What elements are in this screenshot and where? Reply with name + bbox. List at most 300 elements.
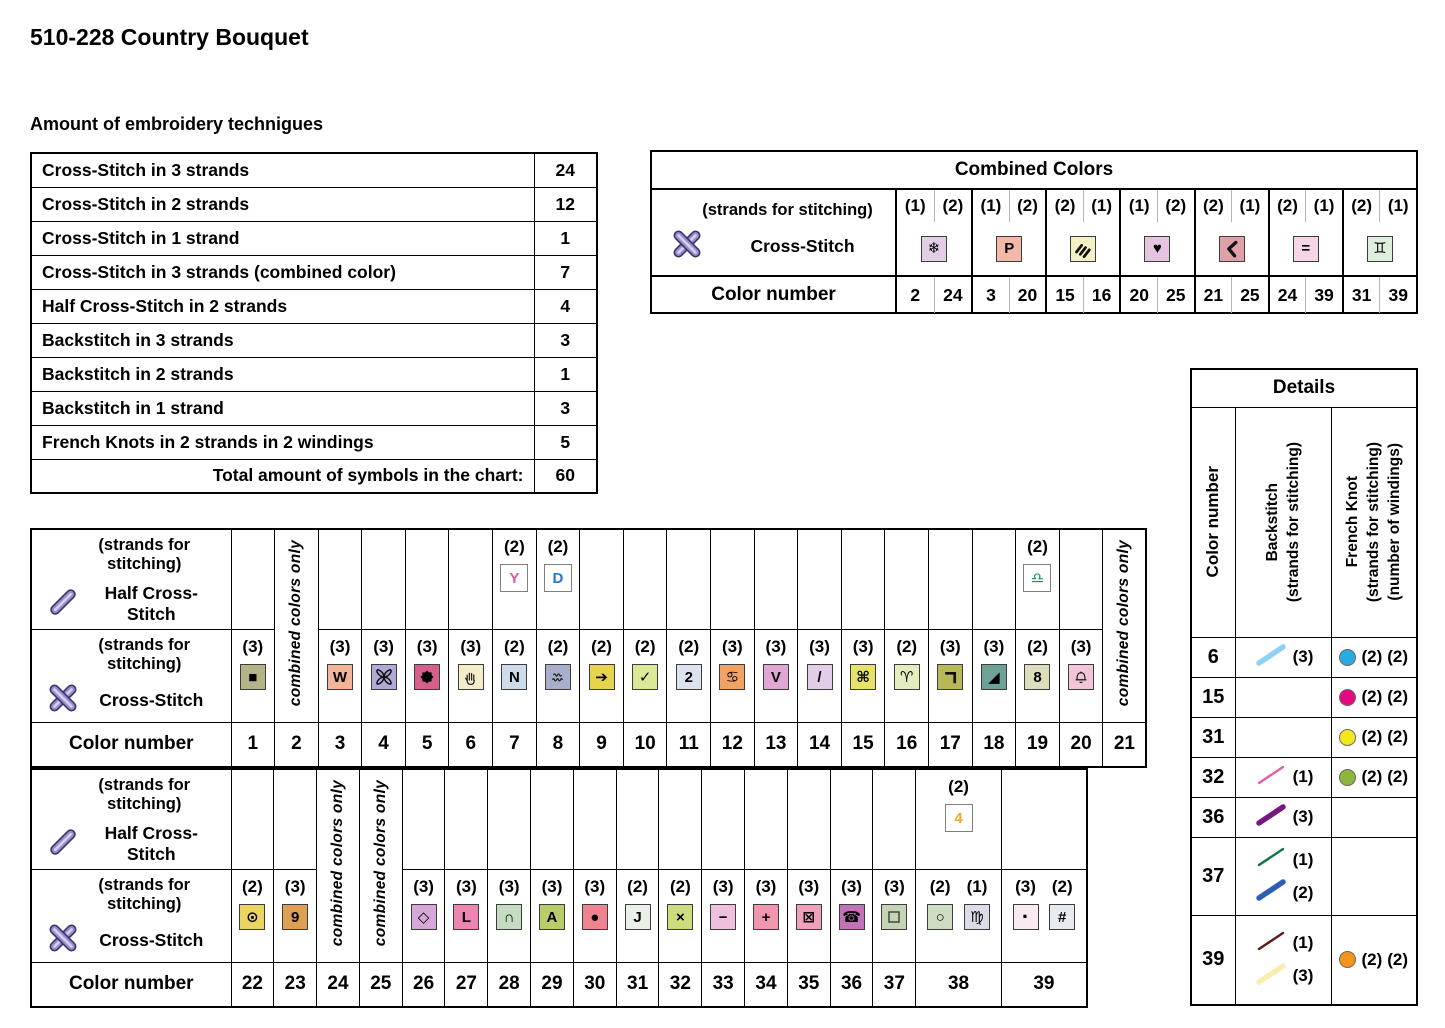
cancer-symbol: [719, 664, 745, 690]
technique-row: [31, 153, 597, 187]
strand-count: (2): [1270, 190, 1307, 222]
hand-icon: [460, 666, 482, 688]
strand-count: (3): [455, 877, 477, 896]
strand-count: (2): [1165, 196, 1187, 215]
strand-count: (2): [1047, 190, 1084, 222]
symbol-stack: [493, 530, 536, 629]
section-title-techniques: Amount of embroidery technigues: [30, 114, 324, 134]
symbol-stack: [493, 630, 536, 722]
details-row: [1191, 757, 1417, 797]
triangle-symbol: [981, 664, 1007, 690]
strand-count: (2): [942, 196, 964, 215]
strand-count: (2): [503, 637, 525, 656]
technique-row: [31, 425, 597, 459]
half-symbol-cell: [787, 769, 830, 870]
color-number: 31: [616, 963, 659, 1007]
technique-row: [31, 323, 597, 357]
letter-v-symbol: [763, 664, 789, 690]
symbol-stack: [659, 870, 701, 962]
details-color-number: 39: [1191, 915, 1235, 1005]
cross-symbol-cell: [362, 630, 406, 723]
combined-only-label: combined colors only: [1115, 540, 1133, 707]
details-color-number: 37: [1191, 837, 1235, 915]
cross-symbol-cell: [787, 870, 830, 963]
symbol-glyph: +: [761, 908, 771, 926]
cross-symbol-cell: [798, 630, 842, 723]
french-knot-subheader-strands: (strands for stitching): [1364, 441, 1382, 603]
technique-total-label: Total amount of symbols in the chart:: [31, 459, 534, 493]
french-knot-windings: (2): [1387, 687, 1409, 706]
french-knot-strands: (2): [1361, 949, 1383, 969]
strand-count: (2): [948, 777, 969, 796]
details-french-knot-cell: [1331, 797, 1417, 837]
cross-symbol-cell: [616, 870, 659, 963]
details-row: [1191, 837, 1417, 915]
symbol-stack: [702, 870, 744, 962]
technique-value: 3: [534, 391, 597, 425]
strand-count: (2): [634, 637, 656, 656]
filled-circle-symbol: [582, 904, 608, 930]
combined-color-numbers: [971, 275, 1045, 313]
symbol-glyph: ♍: [970, 908, 984, 926]
symbol-stack: [488, 870, 530, 962]
technique-value: 7: [534, 255, 597, 289]
circled-dot-symbol: [239, 904, 265, 930]
details-color-number: 31: [1191, 717, 1235, 757]
symbol-glyph: ⌘: [856, 668, 871, 686]
backstitch-line: [1253, 844, 1289, 875]
symbol-glyph: =: [1301, 240, 1311, 257]
burst-icon: [416, 666, 438, 688]
color-number: 20: [1059, 723, 1103, 767]
color-number: 39: [1314, 284, 1334, 305]
digit-4-symbol: [945, 804, 973, 832]
cross-symbol-cell: [231, 630, 275, 723]
color-number-row: [31, 963, 1087, 1007]
strand-count: (3): [373, 637, 394, 656]
combined-color-numbers: [1268, 275, 1342, 313]
technique-label: Cross-Stitch in 2 strands: [31, 187, 534, 221]
strand-count: (3): [939, 637, 961, 656]
symbol-stack: [1013, 870, 1039, 962]
backstitch-strands: (3): [1292, 966, 1314, 986]
french-knot-entry: [1332, 727, 1417, 747]
strand-count: (3): [284, 877, 306, 896]
half-symbol-cell: [580, 529, 624, 630]
technique-label: Cross-Stitch in 3 strands: [31, 153, 534, 187]
backstitch-header: Backstitch: [1263, 482, 1281, 562]
color-number: 19: [1016, 723, 1060, 767]
combined-symbol-cell: [1047, 222, 1119, 275]
combined-color-numbers: [1342, 275, 1416, 313]
details-title-row: [1191, 369, 1417, 407]
details-backstitch-cell: [1235, 717, 1331, 757]
command-symbol: [850, 664, 876, 690]
color-number: 13: [754, 723, 798, 767]
technique-row: [31, 255, 597, 289]
color-number: 37: [873, 963, 916, 1007]
cross-symbol-cell: [667, 630, 711, 723]
hash-symbol: [1049, 904, 1075, 930]
details-color-number: 32: [1191, 757, 1235, 797]
half-cross-stitch-icon: [48, 827, 78, 862]
strand-count: (3): [765, 637, 787, 656]
symbol-chart-table-2: [30, 768, 1088, 1008]
color-number: 24: [317, 963, 360, 1007]
half-symbol-cell: [318, 529, 362, 630]
color-number: 6: [449, 723, 493, 767]
symbol-glyph: 2: [684, 668, 693, 686]
details-row: [1191, 915, 1417, 1005]
strand-count: (3): [721, 637, 743, 656]
backstitch-entry: [1236, 762, 1331, 793]
equals-symbol: [1293, 236, 1319, 262]
strand-count: (3): [416, 637, 438, 656]
letter-l-symbol: [453, 904, 479, 930]
color-number: 8: [536, 723, 580, 767]
half-cross-stitch-header: [31, 769, 231, 870]
cross-symbol-cell: [916, 870, 1002, 963]
half-symbol-cell: [536, 529, 580, 630]
combined-group: [1119, 190, 1193, 275]
cross-symbol-cell: [449, 630, 493, 723]
cross-symbol-cell: [1059, 630, 1103, 723]
details-header-color-number: [1191, 407, 1235, 637]
symbol-glyph: ⊠: [802, 908, 816, 926]
color-number: 12: [711, 723, 755, 767]
color-number: 39: [1388, 284, 1408, 305]
backstitch-strands: (1): [1292, 849, 1314, 869]
backstitch-line: [1253, 961, 1289, 992]
symbol-glyph: ■: [248, 668, 258, 686]
symbol-glyph: ⊙: [246, 908, 259, 926]
waves-symbol: [545, 664, 571, 690]
cross-symbol-cell: [488, 870, 531, 963]
combined-colors-table: [650, 150, 1418, 314]
cross-symbol-cell: [841, 630, 885, 723]
letter-y-symbol: [500, 564, 528, 592]
details-backstitch-cell: [1235, 915, 1331, 1005]
backstitch-entry: [1236, 961, 1331, 992]
combined-group: [1194, 190, 1268, 275]
color-number-label: Color number: [31, 963, 231, 1007]
backstitch-entry: [1236, 928, 1331, 959]
cross-stitch-icon: [672, 229, 702, 264]
strand-count: (1): [897, 190, 935, 222]
backstitch-entry: [1236, 642, 1331, 673]
intersection-symbol: [496, 904, 522, 930]
symbol-glyph: ✓: [638, 668, 652, 686]
bell-icon: [1070, 666, 1092, 688]
backstitch-strands: (2): [1292, 882, 1314, 902]
virgo-symbol: [964, 904, 990, 930]
french-knot-strands: (2): [1361, 687, 1383, 706]
technique-row: [31, 187, 597, 221]
symbol-glyph: ♊: [1373, 240, 1387, 257]
symbol-stack: [232, 630, 275, 722]
symbol-glyph: ◇: [417, 908, 430, 926]
stitch-type-label: [32, 530, 231, 629]
aries-symbol: [894, 664, 920, 690]
combined-color-numbers: [1194, 275, 1268, 313]
letter-p-symbol: [996, 236, 1022, 262]
symbol-glyph: ☎: [842, 908, 861, 926]
half-cross-stitch-header: [31, 529, 231, 630]
color-number: 3: [318, 723, 362, 767]
backstitch-entry: [1236, 877, 1331, 908]
cross-symbol-cell: [318, 630, 362, 723]
symbol-glyph: ○: [935, 908, 945, 926]
french-knot-entry: [1332, 767, 1417, 787]
backstitch-strands: (3): [1292, 647, 1314, 666]
arrow-right-symbol: [589, 664, 615, 690]
technique-row: [31, 391, 597, 425]
symbol-stack: [445, 870, 487, 962]
symbol-glyph: Y: [509, 569, 520, 587]
color-number: 9: [580, 723, 624, 767]
combined-only-cell: [1103, 529, 1147, 723]
corner-symbol: [937, 664, 963, 690]
combined-colors-title: Combined Colors: [652, 152, 1416, 190]
gemini-symbol: [1367, 236, 1393, 262]
combined-group: [971, 190, 1045, 275]
combined-only-label: combined colors only: [371, 780, 389, 947]
cross-symbol-cell: [745, 870, 788, 963]
slash-symbol: [807, 664, 833, 690]
color-number: 25: [359, 963, 402, 1007]
technique-value: 5: [534, 425, 597, 459]
strand-count: (2): [627, 877, 648, 896]
letter-a-symbol: [539, 904, 565, 930]
half-symbol-cell: [711, 529, 755, 630]
color-number: 16: [1091, 284, 1112, 305]
strand-count: (2): [896, 637, 918, 656]
combined-only-cell: [359, 769, 402, 963]
symbol-stack: [232, 870, 274, 962]
stitch-name: Cross-Stitch: [750, 236, 855, 256]
half-symbol-cell: [830, 769, 873, 870]
symbol-stack: [537, 530, 580, 629]
half-symbol-cell: [916, 769, 1002, 870]
half-symbol-cell: [449, 529, 493, 630]
backstitch-subheader: (strands for stitching): [1284, 441, 1302, 603]
cross-symbol-cell: [405, 630, 449, 723]
symbol-stack: [403, 870, 445, 962]
combined-group: [897, 190, 971, 275]
color-number: 17: [929, 723, 973, 767]
details-french-knot-cell: [1331, 837, 1417, 915]
color-number: 2: [275, 723, 319, 767]
petal-pinwheel-symbol: [371, 664, 397, 690]
technique-label: Backstitch in 1 strand: [31, 391, 534, 425]
color-number: 35: [787, 963, 830, 1007]
color-number: 21: [1103, 723, 1147, 767]
technique-value: 1: [534, 357, 597, 391]
half-symbol-cell: [405, 529, 449, 630]
symbol-stack: [798, 630, 841, 722]
symbol-glyph: #: [1058, 908, 1067, 926]
half-symbol-cell: [274, 769, 317, 870]
half-symbol-cell: [445, 769, 488, 870]
color-number: 25: [1166, 284, 1186, 305]
symbol-stack: [964, 870, 990, 962]
color-number: 10: [623, 723, 667, 767]
details-table: [1190, 368, 1418, 1006]
checkmark-symbol: [632, 664, 658, 690]
strand-count: (2): [1344, 190, 1381, 222]
symbol-glyph: /: [817, 668, 822, 686]
symbol-glyph: A: [546, 908, 558, 926]
strand-count: (3): [712, 877, 734, 896]
technique-total-value: 60: [534, 459, 597, 493]
combined-strand-counts: [1121, 190, 1193, 222]
combined-symbol-cell: [1121, 222, 1193, 275]
backstitch-strands: (1): [1292, 933, 1314, 953]
cross-symbol-cell: [659, 870, 702, 963]
strand-count: (3): [841, 877, 862, 896]
dot-symbol: [1013, 904, 1039, 930]
backstitch-strands: (3): [1292, 807, 1314, 826]
technique-value: 3: [534, 323, 597, 357]
digit-9-symbol: [282, 904, 308, 930]
page-title: 510-228 Country Bouquet: [30, 24, 309, 50]
french-knot-subheader-windings: (number of windings): [1385, 443, 1403, 601]
bent-chevron-symbol: [1219, 236, 1245, 262]
color-number: 20: [1121, 277, 1158, 313]
color-number: 21: [1196, 277, 1233, 313]
symbol-glyph: ♎: [1030, 569, 1045, 587]
technique-label: Backstitch in 3 strands: [31, 323, 534, 357]
combined-only-cell: [275, 529, 319, 723]
strand-count: (3): [883, 877, 905, 896]
strand-count: (1): [966, 877, 988, 896]
details-color-number: 6: [1191, 637, 1235, 677]
half-symbol-cell: [402, 769, 445, 870]
half-symbol-cell: [231, 529, 275, 630]
half-symbol-cell: [754, 529, 798, 630]
color-number: 32: [659, 963, 702, 1007]
strand-count: (3): [498, 877, 520, 896]
half-symbol-cell: [616, 769, 659, 870]
color-number: 23: [274, 963, 317, 1007]
french-knot-dot: [1339, 729, 1356, 746]
filled-square-symbol: [240, 664, 266, 690]
letter-w-symbol: [327, 664, 353, 690]
backstitch-entry: [1236, 802, 1331, 833]
color-number: 24: [943, 284, 963, 305]
cross-stitch-row: [31, 630, 1146, 723]
symbol-stack: [531, 870, 573, 962]
half-symbol-cell: [885, 529, 929, 630]
symbol-stack: [362, 630, 405, 722]
strand-count: (2): [242, 877, 263, 896]
cross-symbol-cell: [830, 870, 873, 963]
color-number-row: [31, 723, 1146, 767]
cross-stitch-icon: [48, 923, 78, 958]
strand-count: (1): [1121, 190, 1158, 222]
french-knot-dot: [1339, 769, 1356, 786]
technique-label: Cross-Stitch in 3 strands (combined color): [31, 255, 534, 289]
half-symbol-cell: [573, 769, 616, 870]
symbol-stack: [617, 870, 659, 962]
color-number: 5: [405, 723, 449, 767]
snowflake-symbol: [921, 236, 947, 262]
color-number: 14: [798, 723, 842, 767]
symbol-stack: [406, 630, 449, 722]
combined-group: [1045, 190, 1119, 275]
symbol-chart-table-1: [30, 528, 1147, 768]
combined-group: [1268, 190, 1342, 275]
technique-total-row: [31, 459, 597, 493]
cross-symbol-cell: [623, 630, 667, 723]
technique-value: 12: [534, 187, 597, 221]
strand-count: (3): [1015, 877, 1036, 896]
color-number: 26: [402, 963, 445, 1007]
symbol-glyph: P: [1004, 240, 1015, 257]
details-french-knot-cell: [1331, 677, 1417, 717]
stitch-name-row: [36, 923, 227, 958]
details-color-number: 15: [1191, 677, 1235, 717]
strand-count: (2): [591, 637, 612, 656]
color-number: 27: [445, 963, 488, 1007]
strand-count: (2): [1027, 537, 1048, 556]
waves-icon: [547, 666, 569, 688]
combined-symbol-cell: [1196, 222, 1268, 275]
half-symbol-cell: [623, 529, 667, 630]
details-backstitch-cell: [1235, 837, 1331, 915]
symbol-stack: [449, 630, 492, 722]
strand-count: (2): [678, 637, 700, 656]
triple-slash-symbol: [1070, 236, 1096, 262]
details-color-number: 36: [1191, 797, 1235, 837]
combined-only-label: combined colors only: [328, 780, 346, 947]
libra-symbol: [1023, 564, 1051, 592]
heart-symbol: [1144, 236, 1170, 262]
french-knot-entry: [1332, 647, 1417, 667]
symbol-stack: [745, 870, 787, 962]
combined-symbol-cell: [897, 222, 971, 275]
half-symbol-cell: [1016, 529, 1060, 630]
half-symbol-cell: [1059, 529, 1103, 630]
color-number: 25: [1240, 284, 1260, 305]
cross-symbol-cell: [493, 630, 537, 723]
strands-note: (strands for stitching): [98, 876, 191, 913]
symbol-glyph: ◢: [988, 668, 1000, 686]
symbol-stack: [274, 870, 316, 962]
half-symbol-cell: [531, 769, 574, 870]
color-number: 30: [573, 963, 616, 1007]
details-title: Details: [1191, 369, 1417, 407]
cross-symbol-cell: [711, 630, 755, 723]
french-knot-windings: (2): [1387, 767, 1409, 786]
symbol-glyph: ×: [675, 908, 685, 926]
symbol-stack: [916, 770, 1001, 869]
symbol-glyph: ♥: [1153, 240, 1162, 257]
french-knot-strands: (2): [1361, 727, 1383, 746]
cross-symbol-cell: [873, 870, 916, 963]
strand-count: (3): [541, 877, 563, 896]
cross-symbol-cell: [1001, 870, 1087, 963]
small-x-symbol: [667, 904, 693, 930]
symbol-glyph: 8: [1033, 668, 1042, 686]
hand-symbol: [458, 664, 484, 690]
stitch-name-row: [658, 229, 889, 264]
cross-symbol-pair: [1002, 870, 1086, 962]
envelope-symbol: [796, 904, 822, 930]
cross-symbol-cell: [972, 630, 1016, 723]
symbol-stack: [973, 630, 1016, 722]
details-header-backstitch: [1235, 407, 1331, 637]
